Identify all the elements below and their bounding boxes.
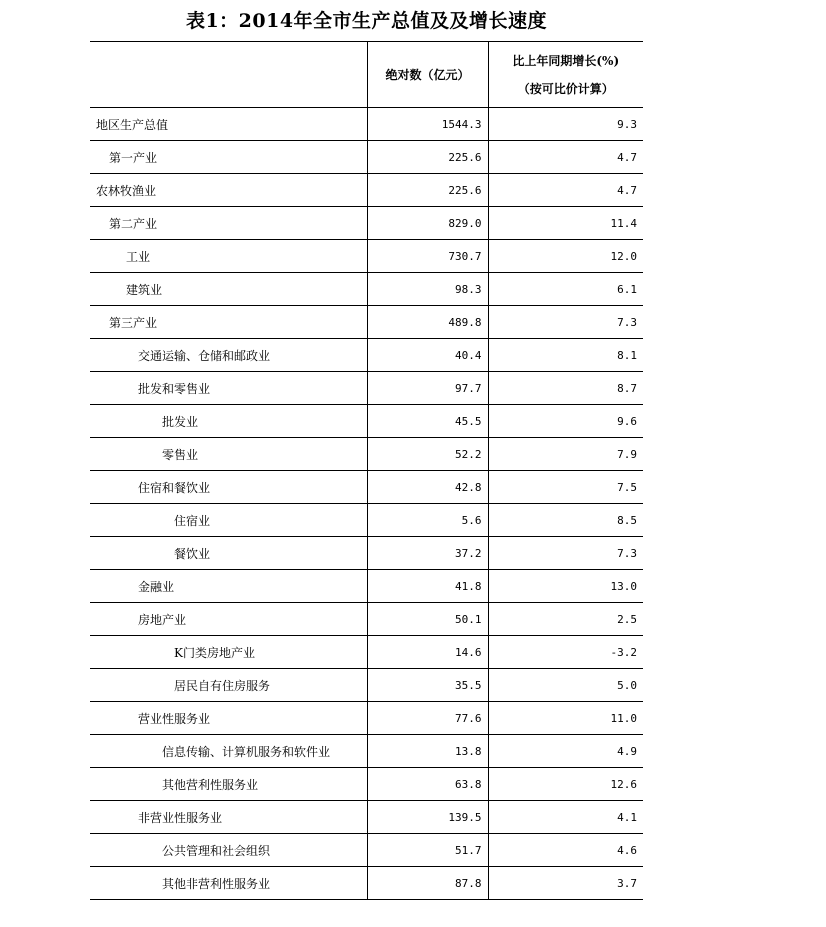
- row-growth: 11.0: [488, 702, 643, 735]
- table-row: [90, 702, 643, 735]
- table-row: [90, 339, 643, 372]
- row-growth: 4.9: [488, 735, 643, 768]
- row-label: 第一产业: [90, 141, 367, 174]
- table-row: [90, 108, 643, 141]
- table-header-row: [90, 42, 643, 108]
- row-value: 63.8: [367, 768, 488, 801]
- row-growth: 4.7: [488, 174, 643, 207]
- header-item: [90, 42, 367, 108]
- row-growth: 9.6: [488, 405, 643, 438]
- table-row: [90, 570, 643, 603]
- header-growth-line1: 比上年同期增长(%): [512, 53, 620, 68]
- table-row: [90, 240, 643, 273]
- table-row: [90, 867, 643, 900]
- row-label: 住宿和餐饮业: [90, 471, 367, 504]
- row-label: 居民自有住房服务: [90, 669, 367, 702]
- table-row: [90, 801, 643, 834]
- gdp-table: [90, 41, 643, 900]
- row-value: 51.7: [367, 834, 488, 867]
- header-absolute-value: 绝对数（亿元）: [367, 42, 488, 108]
- row-label: 餐饮业: [90, 537, 367, 570]
- row-growth: 8.1: [488, 339, 643, 372]
- row-growth: 7.9: [488, 438, 643, 471]
- row-growth: 3.7: [488, 867, 643, 900]
- table-row: [90, 405, 643, 438]
- row-growth: -3.2: [488, 636, 643, 669]
- row-label: 地区生产总值: [90, 108, 367, 141]
- row-growth: 9.3: [488, 108, 643, 141]
- row-label: K门类房地产业: [90, 636, 367, 669]
- row-growth: 8.5: [488, 504, 643, 537]
- table-row: [90, 141, 643, 174]
- row-label: 批发业: [90, 405, 367, 438]
- row-value: 35.5: [367, 669, 488, 702]
- table-row: [90, 504, 643, 537]
- row-value: 42.8: [367, 471, 488, 504]
- row-label: 公共管理和社会组织: [90, 834, 367, 867]
- row-value: 13.8: [367, 735, 488, 768]
- row-value: 139.5: [367, 801, 488, 834]
- header-growth-line2: （按可比价计算）: [517, 81, 614, 96]
- table-row: [90, 834, 643, 867]
- table-row: [90, 636, 643, 669]
- table-row: [90, 471, 643, 504]
- row-label: 交通运输、仓储和邮政业: [90, 339, 367, 372]
- row-label: 非营业性服务业: [90, 801, 367, 834]
- table-row: [90, 768, 643, 801]
- table-row: [90, 438, 643, 471]
- row-label: 营业性服务业: [90, 702, 367, 735]
- row-growth: 12.0: [488, 240, 643, 273]
- row-label: 金融业: [90, 570, 367, 603]
- row-value: 489.8: [367, 306, 488, 339]
- row-value: 225.6: [367, 141, 488, 174]
- row-value: 45.5: [367, 405, 488, 438]
- table-row: [90, 207, 643, 240]
- row-value: 37.2: [367, 537, 488, 570]
- table-row: [90, 306, 643, 339]
- row-growth: 12.6: [488, 768, 643, 801]
- table-row: [90, 273, 643, 306]
- row-value: 730.7: [367, 240, 488, 273]
- row-value: 5.6: [367, 504, 488, 537]
- row-growth: 6.1: [488, 273, 643, 306]
- row-value: 52.2: [367, 438, 488, 471]
- row-value: 50.1: [367, 603, 488, 636]
- row-label: 批发和零售业: [90, 372, 367, 405]
- row-growth: 7.3: [488, 306, 643, 339]
- row-value: 97.7: [367, 372, 488, 405]
- row-value: 87.8: [367, 867, 488, 900]
- table-row: [90, 603, 643, 636]
- row-value: 225.6: [367, 174, 488, 207]
- row-value: 40.4: [367, 339, 488, 372]
- row-label: 住宿业: [90, 504, 367, 537]
- row-label: 其他非营利性服务业: [90, 867, 367, 900]
- row-label: 工业: [90, 240, 367, 273]
- row-value: 829.0: [367, 207, 488, 240]
- table-title: 表1：2014年全市生产总值及及增长速度: [185, 10, 548, 32]
- table-row: [90, 735, 643, 768]
- table-row: [90, 174, 643, 207]
- row-label: 第二产业: [90, 207, 367, 240]
- row-value: 1544.3: [367, 108, 488, 141]
- row-growth: 13.0: [488, 570, 643, 603]
- row-value: 41.8: [367, 570, 488, 603]
- row-growth: 5.0: [488, 669, 643, 702]
- row-growth: 11.4: [488, 207, 643, 240]
- row-growth: 4.6: [488, 834, 643, 867]
- row-growth: 7.5: [488, 471, 643, 504]
- row-label: 房地产业: [90, 603, 367, 636]
- row-growth: 2.5: [488, 603, 643, 636]
- row-label: 建筑业: [90, 273, 367, 306]
- table-row: [90, 372, 643, 405]
- row-label: 零售业: [90, 438, 367, 471]
- row-label: 信息传输、计算机服务和软件业: [90, 735, 367, 768]
- row-label: 第三产业: [90, 306, 367, 339]
- row-value: 14.6: [367, 636, 488, 669]
- row-growth: 7.3: [488, 537, 643, 570]
- row-growth: 4.1: [488, 801, 643, 834]
- row-value: 77.6: [367, 702, 488, 735]
- row-label: 农林牧渔业: [90, 174, 367, 207]
- table-row: [90, 537, 643, 570]
- table-row: [90, 669, 643, 702]
- row-label: 其他营利性服务业: [90, 768, 367, 801]
- row-growth: 4.7: [488, 141, 643, 174]
- header-growth: [488, 42, 643, 108]
- row-value: 98.3: [367, 273, 488, 306]
- row-growth: 8.7: [488, 372, 643, 405]
